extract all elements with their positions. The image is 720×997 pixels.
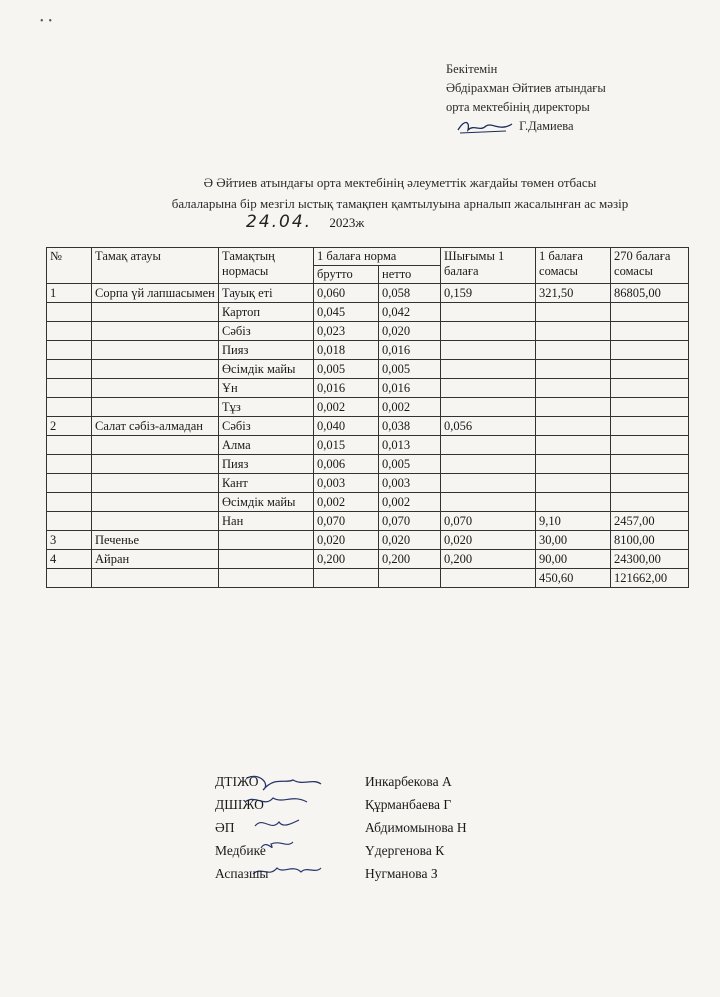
cell-cost: [536, 379, 611, 398]
cell-brutto: [314, 569, 379, 588]
cell-yield: [441, 398, 536, 417]
signatory-row: [215, 793, 635, 816]
cell-cost: 450,60: [536, 569, 611, 588]
menu-table: [46, 247, 689, 588]
table-row: [47, 284, 689, 303]
cell-yield: [441, 474, 536, 493]
cell-cost: [536, 474, 611, 493]
cell-cost: 321,50: [536, 284, 611, 303]
cell-cost: [536, 322, 611, 341]
cell-netto: 0,016: [379, 379, 441, 398]
cell-num: [47, 569, 92, 588]
cell-brutto: 0,060: [314, 284, 379, 303]
cell-item: Өсімдік майы: [219, 493, 314, 512]
header-cost-270: 270 балаға сомасы: [611, 248, 689, 284]
cell-num: 2: [47, 417, 92, 436]
cell-item: Ұн: [219, 379, 314, 398]
cell-name: [92, 474, 219, 493]
approval-line-3: орта мектебінің директоры: [446, 100, 590, 114]
cell-yield: 0,070: [441, 512, 536, 531]
table-row: [47, 303, 689, 322]
cell-name: [92, 569, 219, 588]
cell-name: [92, 455, 219, 474]
title-line-2: балаларына бір мезгіл ыстық тамақпен қамтылуына арналып жасалынған ас мәзір: [171, 196, 629, 211]
cell-brutto: 0,005: [314, 360, 379, 379]
table-row: [47, 531, 689, 550]
cell-name: [92, 303, 219, 322]
cell-netto: 0,058: [379, 284, 441, 303]
cell-item: Пияз: [219, 455, 314, 474]
table-row: [47, 322, 689, 341]
cell-num: [47, 436, 92, 455]
signatory-name: Инкарбекова А: [365, 774, 452, 789]
cell-brutto: 0,018: [314, 341, 379, 360]
signatory-role: ДТІЖО: [215, 774, 259, 789]
table-header-row: [47, 248, 689, 266]
cell-num: [47, 322, 92, 341]
table-row: [47, 360, 689, 379]
cell-name: [92, 512, 219, 531]
cell-cost: [536, 341, 611, 360]
table-row: [47, 398, 689, 417]
cell-name: [92, 398, 219, 417]
scan-specks: • •: [40, 16, 53, 27]
cell-netto: 0,005: [379, 360, 441, 379]
table-row: [47, 493, 689, 512]
cell-yield: [441, 379, 536, 398]
table-row: [47, 379, 689, 398]
signatory-name: Құрманбаева Г: [365, 797, 452, 812]
cell-brutto: 0,002: [314, 493, 379, 512]
cell-total: 8100,00: [611, 531, 689, 550]
cell-cost: 30,00: [536, 531, 611, 550]
cell-num: [47, 474, 92, 493]
cell-item: Тұз: [219, 398, 314, 417]
signatures-block: [215, 770, 635, 885]
table-body: [47, 284, 689, 588]
document-date: [246, 212, 364, 232]
director-signature-line: [446, 117, 606, 136]
cell-cost: 90,00: [536, 550, 611, 569]
cell-total: 121662,00: [611, 569, 689, 588]
cell-item: Нан: [219, 512, 314, 531]
cell-netto: 0,038: [379, 417, 441, 436]
cell-name: [92, 436, 219, 455]
cell-total: [611, 360, 689, 379]
cell-name: [92, 493, 219, 512]
header-cost-one: 1 балаға сомасы: [536, 248, 611, 284]
approval-line-2: Әбдірахман Әйтиев атындағы: [446, 81, 606, 95]
director-signature: [456, 118, 516, 136]
cell-name: Айран: [92, 550, 219, 569]
cell-item: Сәбіз: [219, 417, 314, 436]
table-row: [47, 417, 689, 436]
table-row: [47, 436, 689, 455]
cell-netto: [379, 569, 441, 588]
date-year: 2023ж: [329, 215, 365, 230]
cell-brutto: 0,070: [314, 512, 379, 531]
cell-num: [47, 493, 92, 512]
cell-total: [611, 341, 689, 360]
cell-netto: 0,013: [379, 436, 441, 455]
cell-netto: 0,070: [379, 512, 441, 531]
cell-num: [47, 455, 92, 474]
signatory-name: Нугманова З: [365, 866, 438, 881]
director-name: Г.Дамиева: [519, 119, 574, 133]
signatory-row: [215, 839, 635, 862]
table-row: [47, 512, 689, 531]
signatory-role: Аспазшы: [215, 866, 269, 881]
cell-cost: [536, 398, 611, 417]
cell-item: [219, 550, 314, 569]
cell-item: [219, 569, 314, 588]
cell-total: [611, 303, 689, 322]
cell-cost: [536, 360, 611, 379]
cell-name: Сорпа үй лапшасымен: [92, 284, 219, 303]
signatory-row: [215, 770, 635, 793]
cell-total: [611, 436, 689, 455]
cell-item: Пияз: [219, 341, 314, 360]
cell-num: [47, 512, 92, 531]
cell-item: Алма: [219, 436, 314, 455]
cell-total: 2457,00: [611, 512, 689, 531]
cell-name: [92, 322, 219, 341]
cell-yield: [441, 360, 536, 379]
cell-brutto: 0,200: [314, 550, 379, 569]
cell-total: [611, 379, 689, 398]
cell-cost: [536, 493, 611, 512]
approval-line-1: Бекітемін: [446, 62, 498, 76]
cell-num: [47, 341, 92, 360]
cell-yield: [441, 322, 536, 341]
cell-total: [611, 455, 689, 474]
header-norm: Тамақтың нормасы: [219, 248, 314, 284]
cell-total: [611, 322, 689, 341]
header-netto: нетто: [379, 266, 441, 284]
cell-item: Сәбіз: [219, 322, 314, 341]
cell-yield: [441, 493, 536, 512]
cell-num: 4: [47, 550, 92, 569]
cell-name: [92, 360, 219, 379]
table-row: [47, 550, 689, 569]
table-row: [47, 474, 689, 493]
header-yield: Шығымы 1 балаға: [441, 248, 536, 284]
cell-brutto: 0,006: [314, 455, 379, 474]
cell-total: 86805,00: [611, 284, 689, 303]
cell-item: Картоп: [219, 303, 314, 322]
header-num: №: [47, 248, 92, 284]
cell-netto: 0,005: [379, 455, 441, 474]
cell-name: Печенье: [92, 531, 219, 550]
cell-yield: [441, 455, 536, 474]
cell-yield: 0,020: [441, 531, 536, 550]
cell-netto: 0,003: [379, 474, 441, 493]
cell-netto: 0,016: [379, 341, 441, 360]
cell-name: Салат сәбіз-алмадан: [92, 417, 219, 436]
cell-netto: 0,002: [379, 493, 441, 512]
cell-yield: 0,159: [441, 284, 536, 303]
table-row: [47, 569, 689, 588]
cell-brutto: 0,045: [314, 303, 379, 322]
signatory-role: ӘП: [215, 820, 235, 835]
cell-yield: 0,200: [441, 550, 536, 569]
cell-brutto: 0,023: [314, 322, 379, 341]
cell-cost: [536, 455, 611, 474]
cell-num: [47, 379, 92, 398]
cell-netto: 0,042: [379, 303, 441, 322]
handwritten-date: 24.04.: [246, 212, 313, 232]
signatory-row: [215, 816, 635, 839]
cell-brutto: 0,003: [314, 474, 379, 493]
table-row: [47, 341, 689, 360]
cell-num: 3: [47, 531, 92, 550]
cell-brutto: 0,015: [314, 436, 379, 455]
cell-item: [219, 531, 314, 550]
cell-num: 1: [47, 284, 92, 303]
cell-total: 24300,00: [611, 550, 689, 569]
cell-yield: [441, 436, 536, 455]
signatory-role: ДШІЖО: [215, 797, 264, 812]
cell-cost: [536, 436, 611, 455]
cell-item: Өсімдік майы: [219, 360, 314, 379]
header-name: Тамақ атауы: [92, 248, 219, 284]
cell-netto: 0,020: [379, 531, 441, 550]
title-line-1: Ә Әйтиев атындағы орта мектебінің әлеуметтік жағдайы төмен отбасы: [203, 175, 597, 190]
cell-netto: 0,002: [379, 398, 441, 417]
cell-brutto: 0,002: [314, 398, 379, 417]
cell-yield: [441, 341, 536, 360]
cell-total: [611, 474, 689, 493]
cell-netto: 0,200: [379, 550, 441, 569]
header-brutto: брутто: [314, 266, 379, 284]
cell-netto: 0,020: [379, 322, 441, 341]
cell-yield: [441, 569, 536, 588]
signatory-name: Абдимомынова Н: [365, 820, 467, 835]
cell-name: [92, 341, 219, 360]
signatory-name: Үдергенова К: [365, 843, 445, 858]
cell-brutto: 0,016: [314, 379, 379, 398]
cell-cost: [536, 303, 611, 322]
cell-brutto: 0,020: [314, 531, 379, 550]
cell-yield: 0,056: [441, 417, 536, 436]
cell-num: [47, 360, 92, 379]
cell-cost: 9,10: [536, 512, 611, 531]
cell-cost: [536, 417, 611, 436]
cell-total: [611, 493, 689, 512]
cell-item: Кант: [219, 474, 314, 493]
cell-yield: [441, 303, 536, 322]
signatory-role: Медбике: [215, 843, 266, 858]
cell-total: [611, 398, 689, 417]
cell-total: [611, 417, 689, 436]
header-per-child-norm: 1 балаға норма: [314, 248, 441, 266]
cell-num: [47, 303, 92, 322]
table-row: [47, 455, 689, 474]
signatories-list: [215, 770, 635, 885]
cell-item: Тауық еті: [219, 284, 314, 303]
cell-brutto: 0,040: [314, 417, 379, 436]
cell-num: [47, 398, 92, 417]
signatory-row: [215, 862, 635, 885]
approval-block: [446, 60, 606, 136]
document-title: [90, 172, 710, 214]
cell-name: [92, 379, 219, 398]
